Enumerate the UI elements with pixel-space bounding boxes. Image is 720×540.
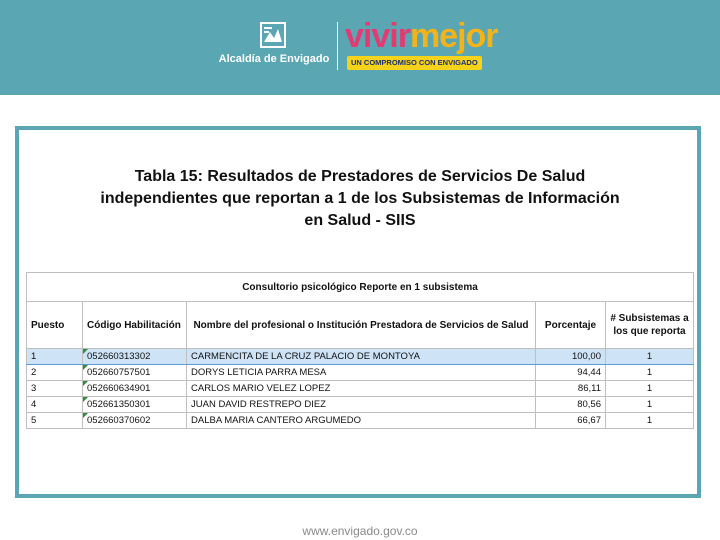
cell-puesto: 2 <box>27 365 83 381</box>
brand-tagline: UN COMPROMISO CON ENVIGADO <box>347 56 482 70</box>
cell-porcentaje: 86,11 <box>536 381 606 397</box>
results-table <box>26 272 694 429</box>
cell-nombre: CARMENCITA DE LA CRUZ PALACIO DE MONTOYA <box>187 349 536 365</box>
table-row[interactable] <box>27 365 694 381</box>
org-name: Alcaldía de Envigado <box>218 53 330 65</box>
header-bar <box>0 0 720 95</box>
header-nombre: Nombre del profesional o Institución Prestadora de Servicios de Salud <box>187 302 536 349</box>
cell-puesto: 4 <box>27 397 83 413</box>
brand-wordmark <box>345 16 498 56</box>
brand-word-vivir: vivir <box>345 17 410 55</box>
table-row[interactable] <box>27 413 694 429</box>
table-caption: Consultorio psicológico Reporte en 1 subsistema <box>27 273 694 302</box>
vivir-mejor-logo <box>345 17 505 76</box>
cell-puesto: 1 <box>27 349 83 365</box>
cell-codigo: 052660370602 <box>83 413 187 429</box>
envigado-emblem-icon <box>258 20 288 50</box>
table-row[interactable] <box>27 349 694 365</box>
results-table-image <box>26 272 693 428</box>
cell-codigo: 052660313302 <box>83 349 187 365</box>
header-porcentaje: Porcentaje <box>536 302 606 349</box>
title-line-2: independientes que reportan a 1 de los Subsistemas de Información <box>100 190 620 207</box>
cell-subsistemas: 1 <box>606 413 694 429</box>
title-line-3: en Salud - SIIS <box>304 212 416 229</box>
table-row[interactable] <box>27 397 694 413</box>
cell-porcentaje: 66,67 <box>536 413 606 429</box>
cell-nombre: DALBA MARIA CANTERO ARGUMEDO <box>187 413 536 429</box>
table-row[interactable] <box>27 381 694 397</box>
cell-porcentaje: 100,00 <box>536 349 606 365</box>
alcaldia-logo <box>214 20 334 72</box>
cell-nombre: JUAN DAVID RESTREPO DIEZ <box>187 397 536 413</box>
cell-codigo: 052661350301 <box>83 397 187 413</box>
logo-divider <box>337 22 338 70</box>
footer-url[interactable]: www.envigado.gov.co <box>302 524 418 538</box>
cell-nombre: DORYS LETICIA PARRA MESA <box>187 365 536 381</box>
cell-codigo: 052660634901 <box>83 381 187 397</box>
slide-title <box>22 166 698 232</box>
cell-puesto: 3 <box>27 381 83 397</box>
header-codigo: Código Habilitación <box>83 302 187 349</box>
header-puesto: Puesto <box>27 302 83 349</box>
title-line-1: Tabla 15: Resultados de Prestadores de Servicios De Salud <box>134 168 586 185</box>
cell-subsistemas: 1 <box>606 349 694 365</box>
brand-word-mejor: mejor <box>409 17 498 55</box>
cell-subsistemas: 1 <box>606 381 694 397</box>
header-subsistemas: # Subsistemas a los que reporta <box>606 302 694 349</box>
cell-nombre: CARLOS MARIO VELEZ LOPEZ <box>187 381 536 397</box>
cell-codigo: 052660757501 <box>83 365 187 381</box>
cell-porcentaje: 94,44 <box>536 365 606 381</box>
cell-subsistemas: 1 <box>606 397 694 413</box>
cell-porcentaje: 80,56 <box>536 397 606 413</box>
cell-puesto: 5 <box>27 413 83 429</box>
cell-subsistemas: 1 <box>606 365 694 381</box>
